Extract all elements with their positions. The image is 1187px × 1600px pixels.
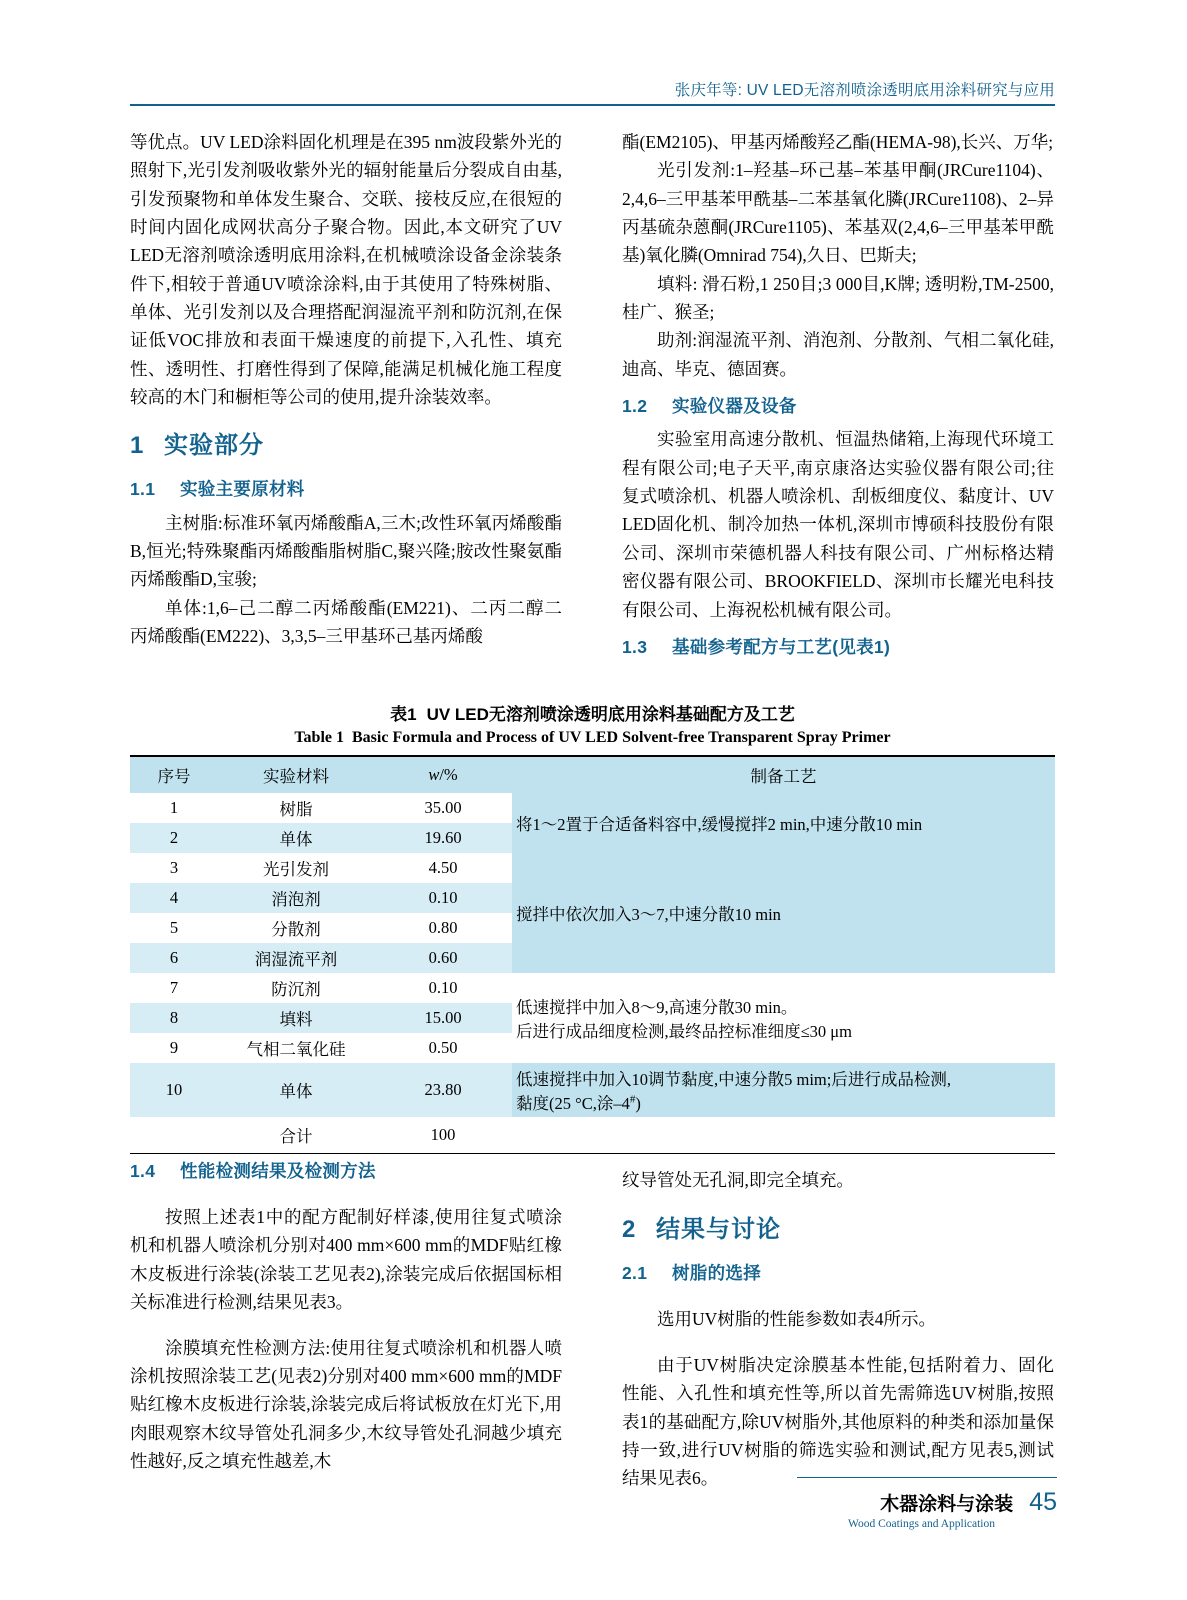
cell-value: 23.80	[374, 1063, 512, 1117]
section-number: 1	[130, 432, 145, 460]
cell-material: 润湿流平剂	[218, 943, 374, 973]
column-header-value: w/%	[374, 757, 512, 793]
subsection-number: 1.2	[622, 396, 648, 417]
table-label-cn: 表1	[390, 705, 417, 724]
cell-no: 10	[130, 1063, 218, 1117]
lower-right-column	[622, 1148, 1054, 1510]
subsection-heading-1-4	[130, 1157, 562, 1185]
subsection-title: 树脂的选择	[672, 1263, 761, 1284]
subsection-heading-1-3	[622, 633, 1054, 661]
cell-total-value: 100	[430, 1124, 456, 1144]
cell-material: 单体	[218, 823, 374, 853]
section-heading-2	[622, 1211, 1054, 1250]
cell-material: 填料	[218, 1003, 374, 1033]
section-title: 实验部分	[164, 432, 264, 460]
paragraph: 主树脂:标准环氧丙烯酸酯A,三木;改性环氧丙烯酸酯B,恒光;特殊聚酯丙烯酸酯脂树脂C,聚兴隆;胺改性聚氨酯丙烯酸酯D,宝骏;	[130, 512, 562, 590]
cell-no: 6	[130, 943, 218, 973]
cell-process-1: 将1～2置于合适备料容中,缓慢搅拌2 min,中速分散10 min	[512, 793, 1055, 853]
subsection-title: 性能检测结果及检测方法	[180, 1161, 376, 1181]
subsection-title: 基础参考配方与工艺(见表1)	[672, 636, 891, 657]
cell-value: 0.60	[374, 943, 512, 973]
column-header-material: 实验材料	[218, 757, 374, 793]
journal-name-cn: 木器涂料与涂装	[880, 1494, 1014, 1515]
cell-value: 4.50	[374, 853, 512, 883]
section-heading-1	[130, 427, 562, 466]
process-line: 后进行成品细度检测,最终品控标准细度≤30 μm	[516, 1021, 852, 1041]
process-line: 低速搅拌中加入10调节黏度,中速分散5 mim;后进行成品检测,	[516, 1069, 951, 1089]
paragraph: 光引发剂:1–羟基–环己基–苯基甲酮(JRCure1104)、2,4,6–三甲基苯甲酰基–二苯基氧化膦(JRCure1108)、2–异丙基硫杂蒽酮(JRCure1105)、苯基双(2,4,6–三甲基苯甲酰基)氧化膦(Omnirad 754),久日、巴斯夫;	[622, 160, 1054, 266]
lower-left-column	[130, 1148, 562, 1493]
cell-no: 9	[130, 1033, 218, 1063]
process-line	[516, 1090, 1051, 1114]
subsection-heading-1-2	[622, 392, 1054, 420]
page-number: 45	[1029, 1488, 1057, 1516]
cell-total-label: 合计	[279, 1126, 313, 1146]
table-row	[130, 793, 1055, 823]
subsection-number: 1.3	[622, 636, 648, 657]
cell-value: 0.50	[374, 1033, 512, 1063]
table-title-cn: UV LED无溶剂喷涂透明底用涂料基础配方及工艺	[426, 705, 795, 724]
table-row	[130, 973, 1055, 1003]
footer	[848, 1488, 1057, 1530]
paragraph: 助剂:润湿流平剂、消泡剂、分散剂、气相二氧化硅,迪高、毕克、德固赛。	[622, 330, 1054, 379]
paragraph: 涂膜填充性检测方法:使用往复式喷涂机和机器人喷涂机按照涂装工艺(见表2)分别对400 mm×600 mm的MDF贴红橡木皮板进行涂装,涂装完成后将试板放在灯光下,用肉眼观察木纹导管处孔洞多少,木纹导管处孔洞越少填充性越好,反之填充性越差,木	[130, 1337, 562, 1472]
cell-no: 3	[130, 853, 218, 883]
cell-value: 0.10	[374, 973, 512, 1003]
left-column	[130, 128, 562, 650]
cell-process-3	[512, 973, 1055, 1063]
table-1-block	[130, 700, 1055, 1154]
process-line-text: 黏度(25 °C,涂–4	[516, 1093, 630, 1113]
process-line-end: )	[635, 1093, 641, 1113]
cell-no: 8	[130, 1003, 218, 1033]
subsection-title: 实验仪器及设备	[672, 396, 797, 417]
process-line: 低速搅拌中加入8～9,高速分散30 min。	[516, 997, 798, 1017]
paragraph: 纹导管处无孔洞,即完全填充。	[622, 1169, 854, 1190]
paragraph: 单体:1,6–己二醇二丙烯酸酯(EM221)、二丙二醇二丙烯酸酯(EM222)、3,3,5–三甲基环己基丙烯酸	[130, 597, 562, 647]
header-divider	[130, 104, 1055, 106]
paragraph: 按照上述表1中的配方配制好样漆,使用往复式喷涂机和机器人喷涂机分别对400 mm×600 mm的MDF贴红橡木皮板进行涂装(涂装工艺见表2),涂装完成后依据国标相关标准进行检测,结果见表3。	[130, 1206, 562, 1312]
paragraph: 实验室用高速分散机、恒温热储箱,上海现代环境工程有限公司;电子天平,南京康洛达实验仪器有限公司;往复式喷涂机、机器人喷涂机、刮板细度仪、黏度计、UV LED固化机、制冷加热一体机,深圳市博硕科技股份有限公司、深圳市荣德机器人科技有限公司、广州标格达精密仪器有限公司、BROOKFIELD、深圳市长耀光电科技有限公司、上海祝松机械有限公司。	[622, 429, 1054, 620]
cell-material: 树脂	[218, 793, 374, 823]
cell-material: 消泡剂	[218, 883, 374, 913]
table-caption-cn	[130, 700, 1055, 725]
subsection-number: 1.1	[130, 479, 156, 500]
paragraph: 等优点。UV LED涂料固化机理是在395 nm波段紫外光的照射下,光引发剂吸收紫外光的辐射能量后分裂成自由基,引发预聚物和单体发生聚合、交联、接枝反应,在很短的时间内固化成网状高分子聚合物。因此,本文研究了UV LED无溶剂喷涂透明底用涂料,在机械喷涂设备金涂装条件下,相较于普通UV喷涂涂料,由于其使用了特殊树脂、单体、光引发剂以及合理搭配润湿流平剂和防沉剂,在保证低VOC排放和表面干燥速度的前提下,入孔性、填充性、透明性、打磨性得到了保障,能满足机械化施工程度较高的木门和橱柜等公司的使用,提升涂装效率。	[130, 132, 562, 408]
journal-name-en: Wood Coatings and Application	[848, 1518, 995, 1530]
cell-value: 0.10	[374, 883, 512, 913]
subsection-title: 实验主要原材料	[180, 479, 305, 500]
cell-material: 单体	[218, 1063, 374, 1117]
column-header-no: 序号	[130, 757, 218, 793]
running-head: 张庆年等: UV LED无溶剂喷涂透明底用涂料研究与应用	[674, 82, 1055, 99]
paragraph: 填料: 滑石粉,1 250目;3 000目,K牌; 透明粉,TM-2500,桂广、猴圣;	[622, 273, 1054, 323]
table-row	[130, 853, 1055, 883]
cell-material: 气相二氧化硅	[218, 1033, 374, 1063]
section-number: 2	[622, 1216, 637, 1244]
cell-material: 分散剂	[218, 913, 374, 943]
formula-table	[130, 757, 1055, 1153]
table-header-row	[130, 757, 1055, 793]
table-caption-en	[130, 729, 1055, 747]
right-column	[622, 128, 1054, 666]
table-label-en: Table 1	[294, 729, 344, 746]
process-superscript: #	[629, 1093, 636, 1106]
cell-value: 35.00	[374, 793, 512, 823]
cell-value: 19.60	[374, 823, 512, 853]
table-title-en: Basic Formula and Process of UV LED Solvent-free Transparent Spray Primer	[352, 729, 891, 746]
cell-value: 0.80	[374, 913, 512, 943]
cell-process-2: 搅拌中依次加入3～7,中速分散10 min	[512, 853, 1055, 973]
subsection-number: 2.1	[622, 1263, 648, 1284]
cell-no: 2	[130, 823, 218, 853]
paragraph: 由于UV树脂决定涂膜基本性能,包括附着力、固化性能、入孔性和填充性等,所以首先需筛选UV树脂,按照表1的基础配方,除UV树脂外,其他原料的种类和添加量保持一致,进行UV树脂的筛选实验和测试,配方见表5,测试结果见表6。	[622, 1354, 1054, 1489]
cell-no: 7	[130, 973, 218, 1003]
cell-material: 防沉剂	[218, 973, 374, 1003]
cell-material: 光引发剂	[218, 853, 374, 883]
subsection-number: 1.4	[130, 1161, 156, 1181]
column-header-process: 制备工艺	[512, 757, 1055, 793]
cell-no: 4	[130, 883, 218, 913]
cell-value: 15.00	[374, 1003, 512, 1033]
subsection-heading-2-1	[622, 1259, 1054, 1287]
cell-process-4	[512, 1063, 1055, 1117]
table-row	[130, 1063, 1055, 1117]
cell-no: 5	[130, 913, 218, 943]
paragraph: 酯(EM2105)、甲基丙烯酸羟乙酯(HEMA-98),长兴、万华;	[622, 132, 1054, 152]
cell-no: 1	[130, 793, 218, 823]
paragraph: 选用UV树脂的性能参数如表4所示。	[657, 1309, 937, 1330]
section-title: 结果与讨论	[656, 1216, 781, 1244]
footer-divider	[797, 1477, 1057, 1478]
subsection-heading-1-1	[130, 475, 562, 503]
